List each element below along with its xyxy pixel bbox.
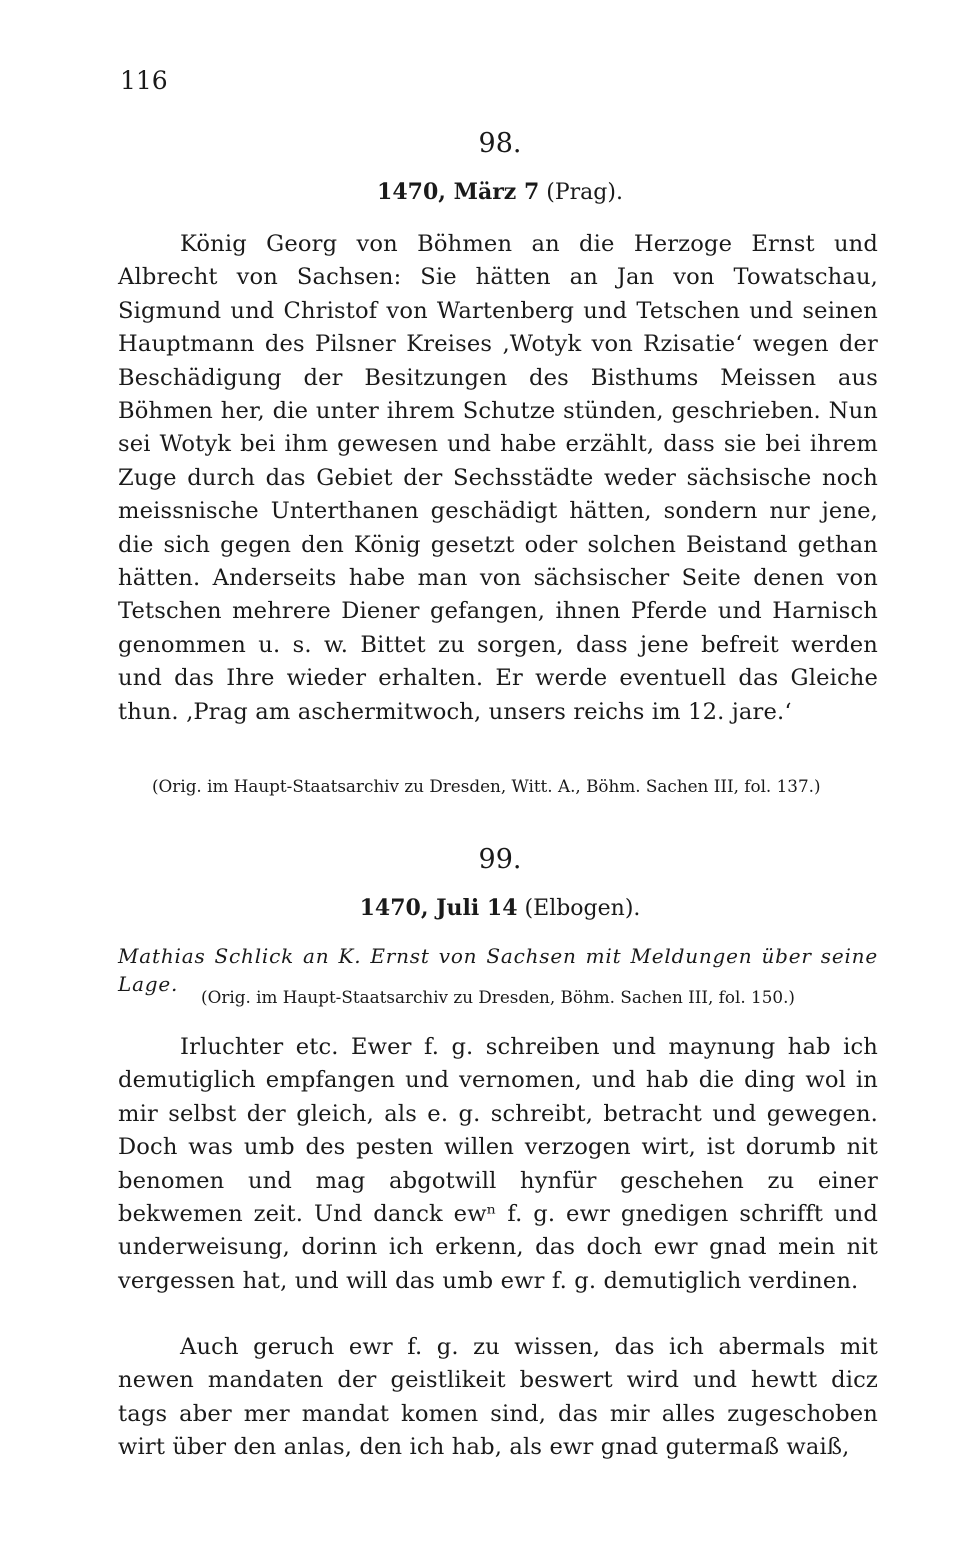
- date-98: 1470, März 7: [377, 179, 540, 205]
- page-number: 116: [120, 66, 168, 95]
- document-number-99: 99.: [478, 844, 522, 875]
- document-number-98: 98.: [478, 128, 522, 159]
- regest-98: König Georg von Böhmen an die Herzoge Ernst und Albrecht von Sachsen: Sie hätten an Jan von Towatschau, Sigmund und Christof von Wartenberg und Tetschen und seinen Hauptmann des Pilsner Kreises ‚Wotyk von Rzisatie‘ wegen der Beschädigung der Besitzungen des Bisthums Meissen aus Böhmen her, die unter ihrem Schutze stünden, geschrieben. Nun sei Wotyk bei ihm gewesen und habe erzählt, dass sie bei ihrem Zuge durch das Gebiet der Sechsstädte weder sächsische noch meissnische Unterthanen geschädigt hätten, sondern nur jene, die sich gegen den König gesetzt oder solchen Beistand gethan hätten. Anderseits habe man von sächsischer Seite denen von Tetschen mehrere Diener gefangen, ihnen Pferde und Harnisch genommen u. s. w. Bittet zu sorgen, dass jene befreit werden und das Ihre wieder erhalten. Er werde eventuell das Gleiche thun. ‚Prag am aschermitwoch, unsers reichs im 12. jare.‘: [118, 231, 878, 725]
- source-note-98: (Orig. im Haupt-Staatsarchiv zu Dresden, Witt. A., Böhm. Sachen III, fol. 137.): [152, 776, 821, 796]
- letter-paragraph-2: Auch geruch ewr f. g. zu wissen, das ich abermals mit newen mandaten der geistlikeit beswert wird und hewtt dicz tags aber mer mandat komen sind, das mir alles zugeschoben wirt über den anlas, den ich hab, als ewr gnad gutermaß waiß,: [118, 1334, 878, 1461]
- dateline-99: [0, 894, 960, 923]
- letter-paragraph-1: Irluchter etc. Ewer f. g. schreiben und maynung hab ich demutiglich empfangen und vernomen, und hab die ding wol in mir selbst der gleich, als e. g. schreibt, betracht und gewegen. Doch was umb des pesten willen verzogen wirt, ist dorumb nit benomen und mag abgotwill hynfür geschehen zu einer bekwemen zeit. Und danck ewⁿ f. g. ewr gnedigen schrifft und underweisung, dorinn ich erkenn, das doch ewr gnad mein nit vergessen hat, und will das umb ewr f. g. demutiglich verdinen.: [118, 1034, 878, 1294]
- dateline-98: [0, 178, 960, 207]
- source-note-99: (Orig. im Haupt-Staatsarchiv zu Dresden, Böhm. Sachen III, fol. 150.): [201, 987, 795, 1007]
- place-98: (Prag).: [546, 180, 623, 205]
- date-99: 1470, Juli 14: [359, 895, 518, 921]
- summary-99: Mathias Schlick an K. Ernst von Sachsen mit Meldungen über seine Lage.: [118, 944, 878, 996]
- place-99: (Elbogen).: [524, 896, 641, 921]
